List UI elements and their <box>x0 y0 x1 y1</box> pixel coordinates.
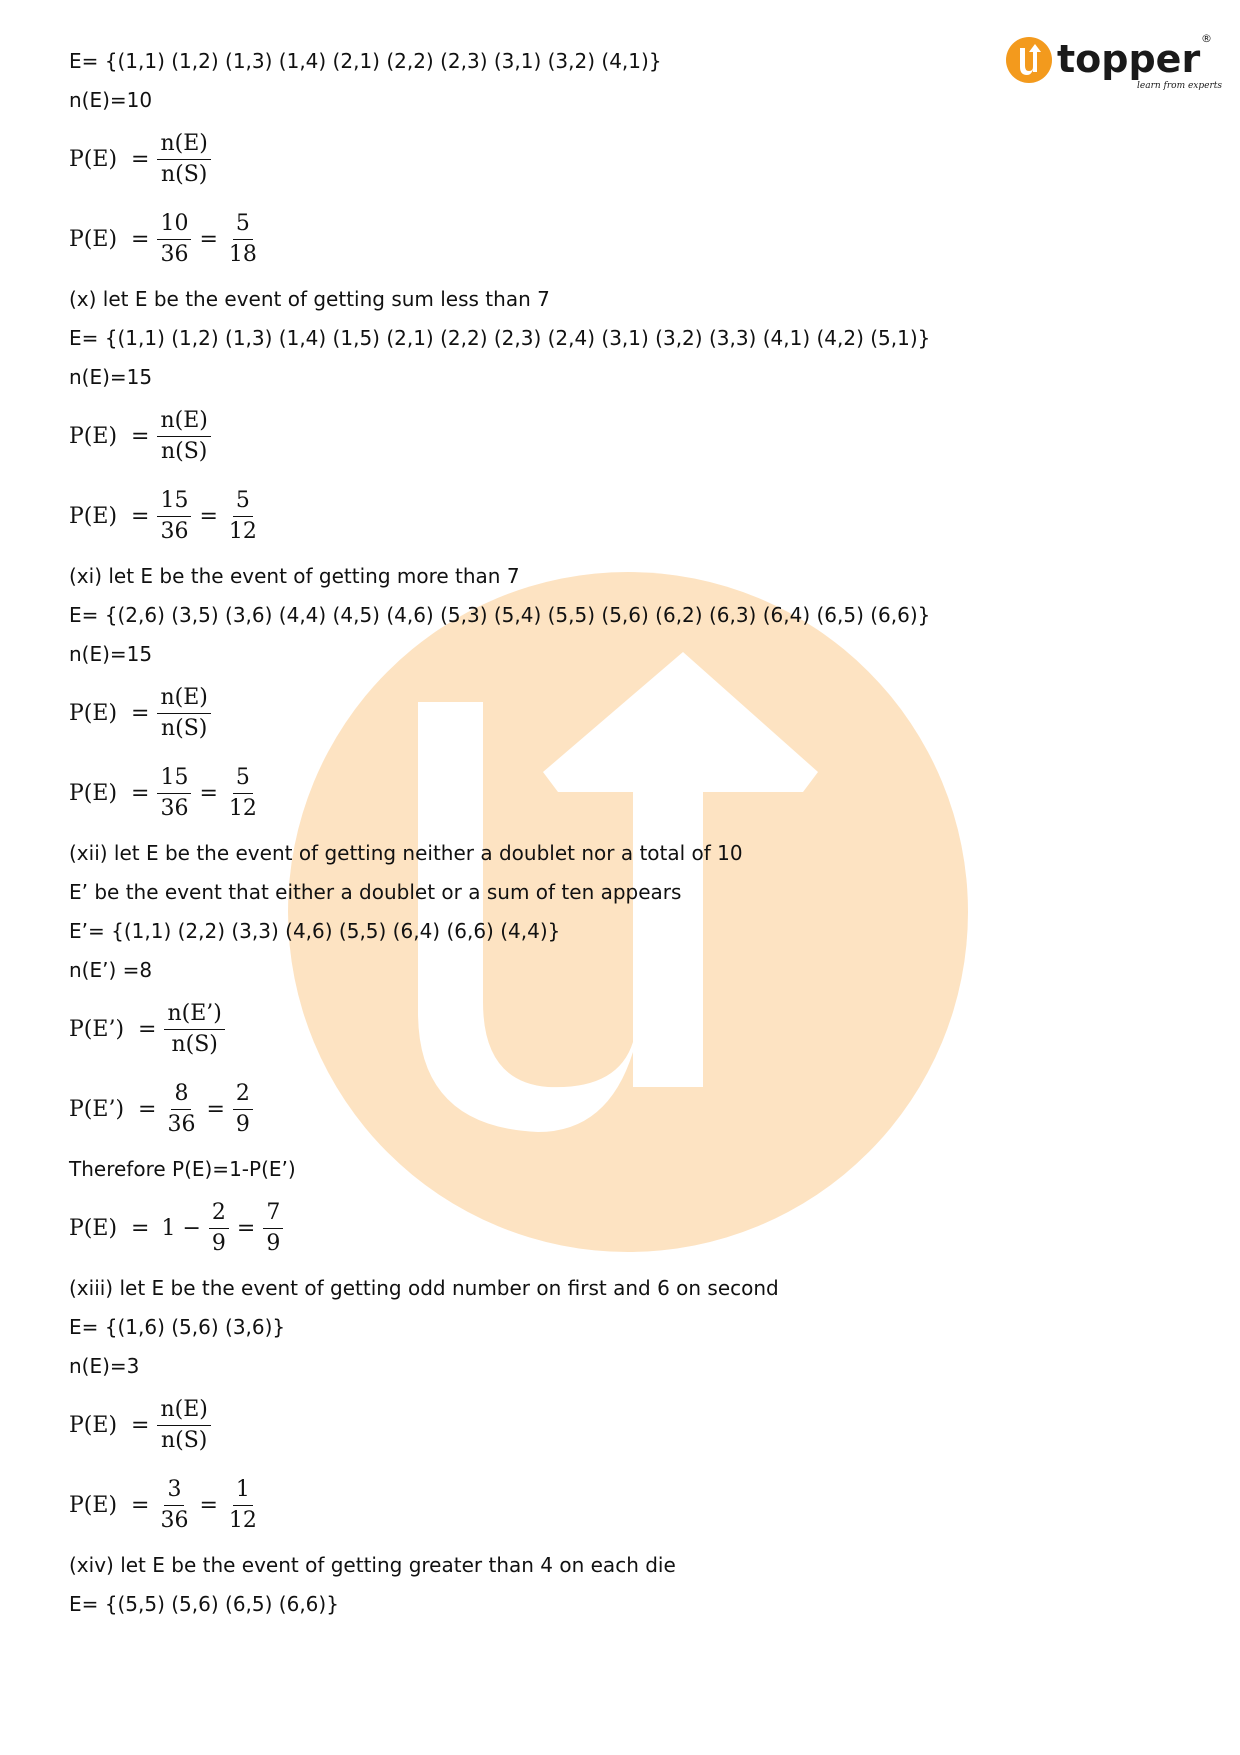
text-line: (xiv) let E be the event of getting greater than 4 on each die <box>69 1553 676 1577</box>
fraction-denominator: n(S) <box>160 1427 208 1453</box>
equals-sign: = <box>131 226 150 252</box>
equation <box>69 1390 1200 1460</box>
equals-sign: = <box>131 423 150 449</box>
fraction-denominator: 36 <box>160 241 189 267</box>
equation <box>69 994 1200 1064</box>
logo-wordmark: topper <box>1057 37 1201 81</box>
fraction-denominator: 36 <box>160 518 189 544</box>
equals-sign: = <box>236 1215 256 1241</box>
equation-lhs: P(E) <box>69 1492 118 1518</box>
fraction <box>162 1001 226 1058</box>
text-line: n(E)=10 <box>69 88 153 112</box>
fraction-denominator: n(S) <box>160 715 208 741</box>
equation <box>69 124 1200 194</box>
equation <box>69 758 1200 828</box>
equation-prefix: 1 − <box>161 1215 201 1241</box>
fraction-denominator: 12 <box>228 518 257 544</box>
equals-sign: = <box>131 780 150 806</box>
fraction-numerator: 5 <box>233 488 253 517</box>
text-line: (xiii) let E be the event of getting odd number on first and 6 on second <box>69 1276 779 1300</box>
text-line: E= {(2,6) (3,5) (3,6) (4,4) (4,5) (4,6) (5,3) (5,4) (5,5) (5,6) (6,2) (6,3) (6,4) (6,5) (6,6)} <box>69 603 931 627</box>
text-line: n(E)=15 <box>69 642 153 666</box>
fraction <box>224 1477 262 1534</box>
fraction-numerator: n(E’) <box>164 1001 224 1030</box>
fraction <box>261 1200 285 1257</box>
equals-sign: = <box>199 503 218 529</box>
fraction <box>155 1397 212 1454</box>
text-line: E= {(1,1) (1,2) (1,3) (1,4) (2,1) (2,2) (2,3) (3,1) (3,2) (4,1)} <box>69 49 662 73</box>
equation <box>69 1074 1200 1144</box>
fraction-denominator: 12 <box>228 795 257 821</box>
fraction-denominator: 36 <box>167 1111 196 1137</box>
fraction <box>155 685 212 742</box>
fraction <box>207 1200 231 1257</box>
fraction-numerator: 10 <box>157 211 191 240</box>
fraction-numerator: 8 <box>171 1081 191 1110</box>
fraction-denominator: n(S) <box>171 1031 218 1057</box>
fraction-denominator: 18 <box>228 241 257 267</box>
fraction <box>155 1477 193 1534</box>
text-line: E= {(5,5) (5,6) (6,5) (6,6)} <box>69 1592 339 1616</box>
fraction-numerator: n(E) <box>157 1397 210 1426</box>
fraction-denominator: 9 <box>266 1230 281 1256</box>
equals-sign: = <box>199 1492 218 1518</box>
fraction-numerator: 3 <box>164 1477 184 1506</box>
fraction-numerator: n(E) <box>157 408 210 437</box>
fraction-numerator: 7 <box>263 1200 283 1229</box>
fraction <box>155 408 212 465</box>
fraction-numerator: 2 <box>209 1200 229 1229</box>
fraction-numerator: 5 <box>233 211 253 240</box>
equation-lhs: P(E) <box>69 1412 118 1438</box>
fraction-denominator: 9 <box>211 1230 226 1256</box>
equation <box>69 1193 1200 1263</box>
fraction-numerator: n(E) <box>157 131 210 160</box>
equation-lhs: P(E) <box>69 700 118 726</box>
fraction <box>155 765 193 822</box>
equals-sign: = <box>131 700 150 726</box>
fraction <box>224 211 262 268</box>
text-line: E’= {(1,1) (2,2) (3,3) (4,6) (5,5) (6,4) (6,6) (4,4)} <box>69 919 561 943</box>
equation-lhs: P(E) <box>69 780 118 806</box>
fraction <box>224 488 262 545</box>
text-line: n(E’) =8 <box>69 958 153 982</box>
fraction-denominator: 36 <box>160 1507 189 1533</box>
equation-lhs: P(E) <box>69 226 118 252</box>
fraction <box>224 765 262 822</box>
equals-sign: = <box>131 1492 150 1518</box>
equals-sign: = <box>131 1412 150 1438</box>
fraction-numerator: 5 <box>233 765 253 794</box>
fraction-denominator: 36 <box>160 795 189 821</box>
fraction-numerator: 1 <box>233 1477 253 1506</box>
equals-sign: = <box>131 146 150 172</box>
equation-lhs: P(E) <box>69 423 118 449</box>
text-line: (xii) let E be the event of getting neither a doublet nor a total of 10 <box>69 841 743 865</box>
logo-tagline: learn from experts <box>1137 81 1223 91</box>
text-line: E’ be the event that either a doublet or a sum of ten appears <box>69 880 682 904</box>
text-line: (xi) let E be the event of getting more than 7 <box>69 564 520 588</box>
fraction-numerator: n(E) <box>157 685 210 714</box>
equation <box>69 401 1200 471</box>
fraction-numerator: 15 <box>157 488 191 517</box>
equals-sign: = <box>138 1096 157 1122</box>
solution-content <box>69 46 1200 1628</box>
fraction-denominator: n(S) <box>160 438 208 464</box>
fraction <box>155 131 212 188</box>
fraction <box>155 211 193 268</box>
fraction-denominator: 9 <box>235 1111 250 1137</box>
equation-lhs: P(E) <box>69 146 118 172</box>
equals-sign: = <box>131 1215 150 1241</box>
equation <box>69 204 1200 274</box>
fraction <box>231 1081 255 1138</box>
fraction <box>162 1081 200 1138</box>
fraction-numerator: 15 <box>157 765 191 794</box>
fraction-denominator: n(S) <box>160 161 208 187</box>
text-line: E= {(1,1) (1,2) (1,3) (1,4) (1,5) (2,1) (2,2) (2,3) (2,4) (3,1) (3,2) (3,3) (4,1) (4,2) (5,1)} <box>69 326 931 350</box>
equation-lhs: P(E) <box>69 503 118 529</box>
fraction-numerator: 2 <box>233 1081 253 1110</box>
equals-sign: = <box>199 226 218 252</box>
equals-sign: = <box>206 1096 225 1122</box>
equation <box>69 678 1200 748</box>
text-line: Therefore P(E)=1-P(E’) <box>69 1157 296 1181</box>
text-line: E= {(1,6) (5,6) (3,6)} <box>69 1315 286 1339</box>
registered-mark: ® <box>1201 32 1212 45</box>
equation <box>69 481 1200 551</box>
equals-sign: = <box>131 503 150 529</box>
text-line: n(E)=15 <box>69 365 153 389</box>
text-line: (x) let E be the event of getting sum less than 7 <box>69 287 550 311</box>
fraction-denominator: 12 <box>228 1507 257 1533</box>
equals-sign: = <box>138 1016 157 1042</box>
equals-sign: = <box>199 780 218 806</box>
equation <box>69 1470 1200 1540</box>
text-line: n(E)=3 <box>69 1354 140 1378</box>
fraction <box>155 488 193 545</box>
equation-lhs: P(E) <box>69 1215 118 1241</box>
equation-lhs: P(E’) <box>69 1096 125 1122</box>
equation-lhs: P(E’) <box>69 1016 125 1042</box>
